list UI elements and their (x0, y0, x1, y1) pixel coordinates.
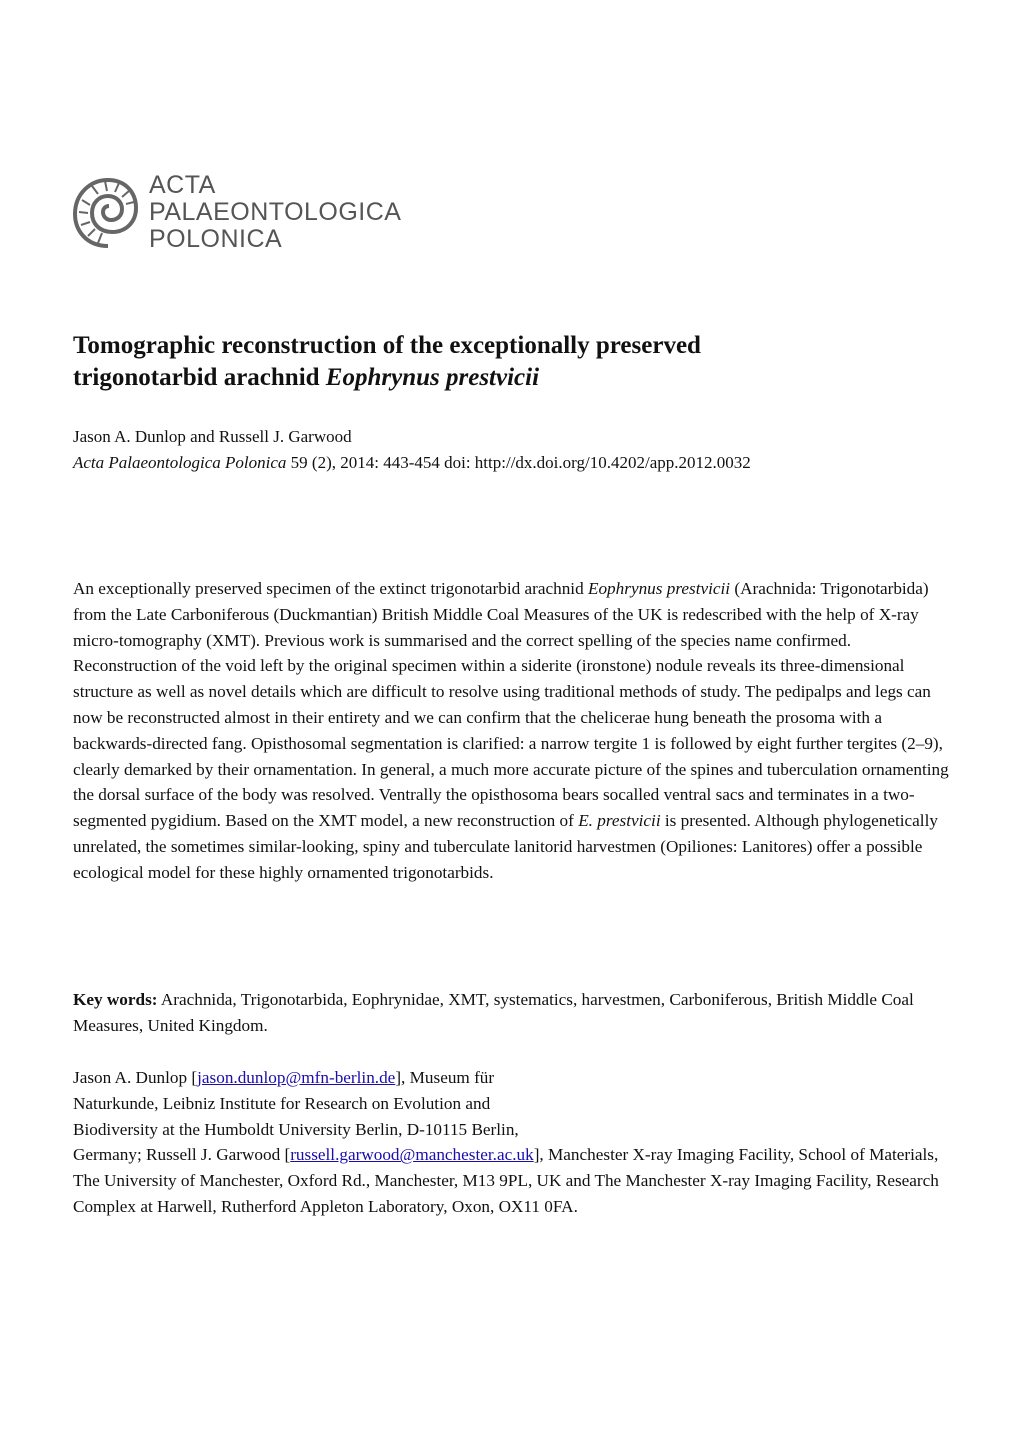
affil-line-4-post: ], Manchester X-ray Imaging Facility, School of Materials, The University of Manchester, Oxford Rd., Manchester, M13 9PL, UK and The Manchester X-ray Imaging Facility, Research Complex at Harwell, Rutherford Appleton Laboratory, Oxon, OX11 0FA. (73, 1145, 939, 1216)
abstract-part-2: (Arachnida: Trigonotarbida) from the Late Carboniferous (Duckmantian) British Middle Coal Measures of the UK is redescribed with the help of X-ray micro-tomography (XMT). Previous work is summarised and the correct spelling of the species name confirmed. Reconstruction of the void left by the original specimen within a siderite (ironstone) nodule reveals its three-dimensional structure as well as novel details which are difficult to resolve using traditional methods of study. The pedipalps and legs can now be reconstructed almost in their entirety and we can confirm that the chelicerae hung beneath the prosoma with a backwards-directed fang. Opisthosomal segmentation is clarified: a narrow tergite 1 is followed by eight further tergites (2–9), clearly demarked by their ornamentation. In general, a much more accurate picture of the spines and tuberculation ornamenting the dorsal surface of the body was resolved. Ventrally the opisthosoma bears socalled ventral sacs and terminates in a two-segmented pygidium. Based on the XMT model, a new reconstruction of (73, 579, 949, 831)
paper-title (73, 330, 953, 394)
keywords-text: Arachnida, Trigonotarbida, Eophrynidae, XMT, systematics, harvestmen, Carboniferous, British Middle Coal Measures, United Kingdom. (73, 990, 914, 1035)
citation-details[interactable]: 59 (2), 2014: 443-454 doi: http://dx.doi.org/10.4202/app.2012.0032 (286, 453, 751, 472)
logo-text-palaeontologica: PALAEONTOLOGICA (149, 198, 402, 226)
logo-text-acta: ACTA (149, 171, 216, 199)
citation (73, 450, 751, 475)
affil-line-1-pre: Jason A. Dunlop [ (73, 1068, 198, 1087)
title-species-name: Eophrynus prestvicii (325, 364, 540, 391)
journal-name: Acta Palaeontologica Polonica (73, 453, 287, 472)
email-link-dunlop[interactable]: jason.dunlop@mfn-berlin.de (197, 1068, 396, 1087)
ammonite-icon (72, 172, 144, 252)
affil-line-2: Naturkunde, Leibniz Institute for Research on Evolution and (73, 1093, 491, 1113)
abstract-species-1: Eophrynus prestvicii (587, 579, 731, 598)
abstract-part-1: An exceptionally preserved specimen of the extinct trigonotarbid arachnid (73, 579, 588, 598)
title-line-1: Tomographic reconstruction of the exceptionally preserved (73, 332, 701, 359)
keywords-label: Key words: (73, 990, 158, 1009)
abstract (73, 576, 953, 886)
email-link-garwood[interactable]: russell.garwood@manchester.ac.uk (290, 1145, 534, 1165)
logo-text-polonica: POLONICA (149, 225, 283, 253)
affil-line-1-post: ], Museum für (395, 1068, 495, 1087)
author-affiliations (73, 1065, 953, 1220)
abstract-species-2: E. prestvicii (578, 811, 661, 831)
affil-line-4-pre: Germany; Russell J. Garwood [ (73, 1145, 291, 1165)
title-line-2-prefix: trigonotarbid arachnid (73, 364, 326, 391)
keywords (73, 987, 953, 1039)
author-list: Jason A. Dunlop and Russell J. Garwood (73, 427, 352, 446)
journal-logo (72, 171, 402, 256)
abstract-part-3: is presented. Although phylogenetically unrelated, the sometimes similar-looking, spiny and tuberculate lanitorid harvestmen (Opiliones: Lanitores) offer a possible ecological model for these highly ornamented trigonotarbids. (73, 811, 938, 882)
affil-line-3: Biodiversity at the Humboldt University Berlin, D-10115 Berlin, (73, 1119, 519, 1139)
